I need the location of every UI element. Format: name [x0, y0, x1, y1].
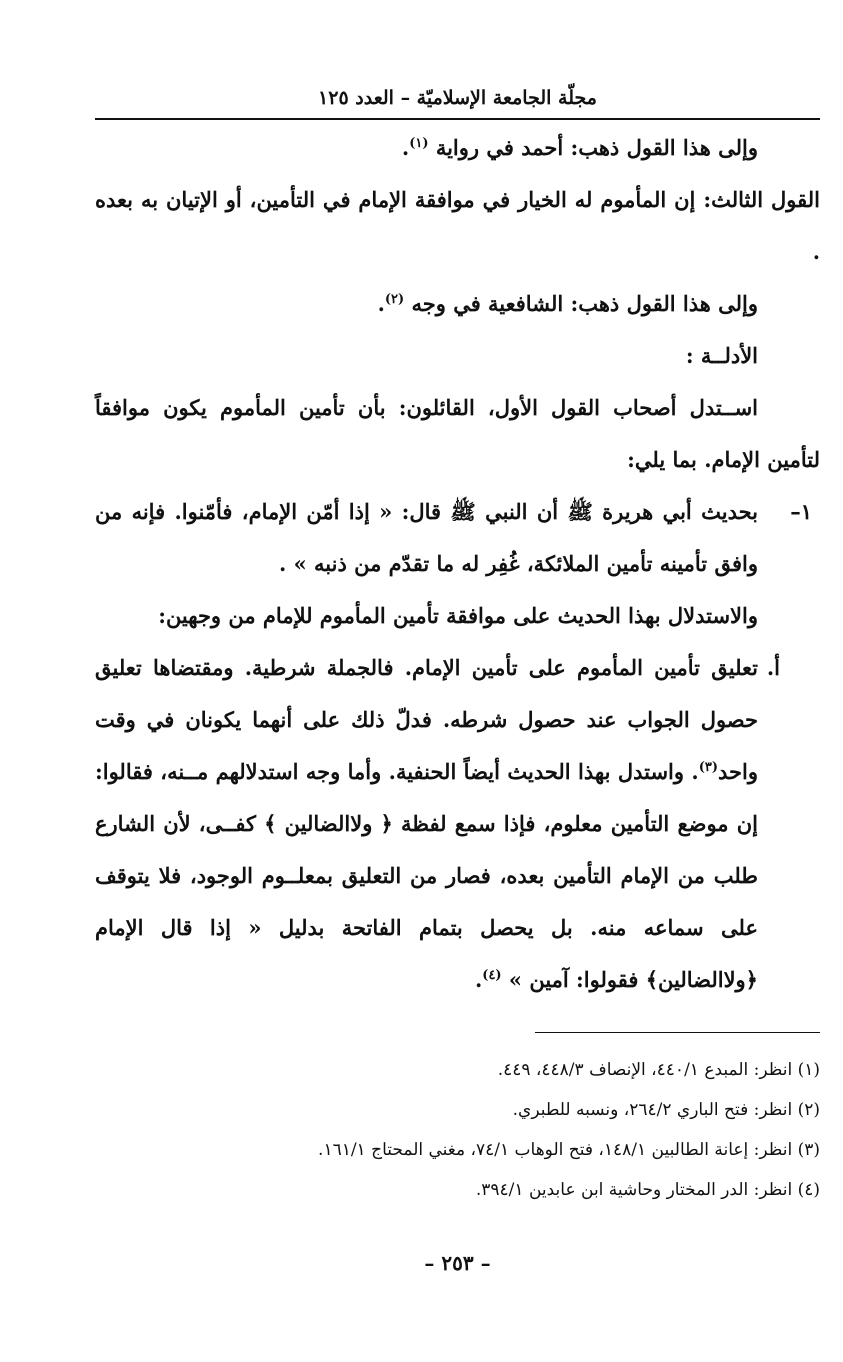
footnote-ref: (١) [409, 136, 429, 151]
paragraph: وإلى هذا القول ذهب: أحمد في رواية $^{(١)}$. [401, 135, 758, 160]
paragraph: والاستدلال بهذا الحديث على موافقة تأمين المأموم للإمام من وجهين: [158, 603, 758, 628]
paragraph: القول الثالث: إن المأموم له الخيار في موافقة الإمام في التأمين، أو الإتيان به بعده . [95, 187, 820, 264]
paragraph: وإلى هذا القول ذهب: الشافعية في وجه $^{(٢)}$. [377, 291, 758, 316]
main-text [95, 122, 820, 1006]
list-item: أ. تعليق تأمين المأموم على تأمين الإمام. فالجملة شرطية. ومقتضاها تعليق حصول الجواب عند حصول شرطه. فدلّ ذلك على أنهما يكونان في وقت واحد$^{(٣)}$. واستدل بهذا الحديث أيضاً الحنفية. وأما وجه استدلالهم مــنه، فقالوا: إن موضع التأمين معلوم، فإذا سمع لفظة ﴿ ولاالضالين ﴾ كفــى، لأن الشارع طلب من الإمام التأمين بعده، فصار من التعليق بمعلــوم الوجود، فلا يتوقف على سماعه منه. بل يحصل بتمام الفاتحة بدليل « إذا قال الإمام ﴿ولاالضالين﴾ فقولوا: آمين » $^{(٤)}$. [95, 642, 820, 1006]
list-item: ١– بحديث أبي هريرة ﷺ أن النبي ﷺ قال: « إذا أمّن الإمام، فأمّنوا. فإنه من وافق تأمينه تأمين الملائكة، غُفِر له ما تقدّم من ذنبه » . [95, 486, 820, 590]
footnote: (٢) انظر: فتح الباري ٢٦٤/٢، ونسبه للطبري. [512, 1100, 820, 1120]
footnotes [95, 1050, 820, 1210]
journal-header: مجلّة الجامعة الإسلاميّة – العدد ١٢٥ [318, 87, 597, 109]
section-heading: الأدلــة : [685, 343, 758, 368]
header-divider [95, 118, 820, 120]
page-number: – ٢٥٣ – [424, 1251, 491, 1275]
footnote-ref: (٤) [482, 968, 502, 983]
footnote: (٣) انظر: إعانة الطالبين ١٤٨/١، فتح الوهاب ٧٤/١، مغني المحتاج ١٦١/١. [318, 1140, 820, 1160]
footnote: (٤) انظر: الدر المختار وحاشية ابن عابدين ٣٩٤/١. [475, 1180, 820, 1200]
list-marker: ١– [790, 499, 812, 524]
list-marker: أ. [766, 655, 780, 680]
footnote-ref: (٣) [698, 760, 719, 775]
paragraph: اســتدل أصحاب القول الأول، القائلون: بأن تأمين المأموم يكون موافقاً لتأمين الإمام. بما يلي: [95, 395, 820, 472]
footnote: (١) انظر: المبدع ٤٤٠/١، الإنصاف ٤٤٨/٣، ٤٤٩. [497, 1060, 820, 1080]
footnote-divider [535, 1032, 820, 1033]
footnote-ref: (٢) [384, 292, 405, 307]
